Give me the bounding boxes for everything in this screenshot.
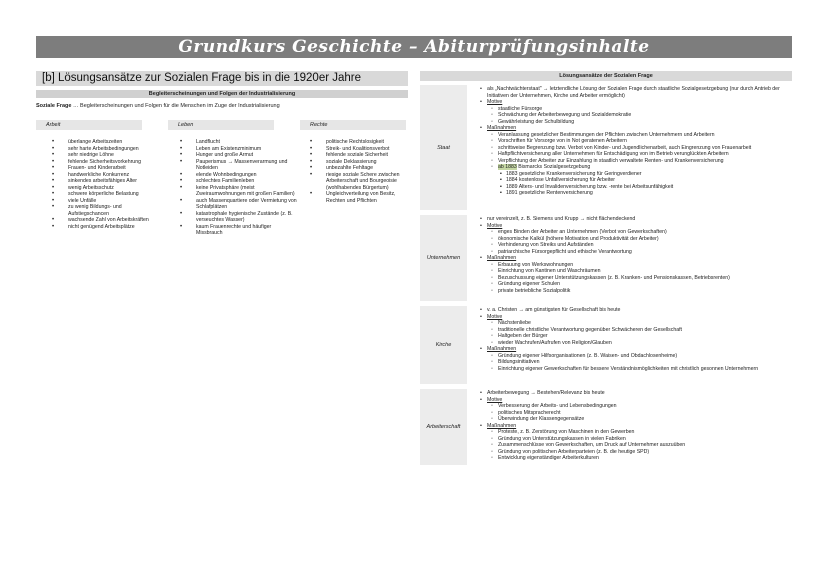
row-content-unternehmen xyxy=(476,216,792,294)
list-item: • auch Massenquartiere oder Vermietung von Schlafplätzen xyxy=(180,198,298,211)
bullet-marker: ◦ xyxy=(491,352,493,359)
intro-text: … Begleiterscheinungen und Folgen für die Menschen im Zuge der Industrialisierung xyxy=(71,103,280,109)
line-text: Motive xyxy=(487,313,503,320)
row-content-staat xyxy=(476,86,792,197)
line-text: v. a. Christen → am günstigsten für Gesellschaft bis heute xyxy=(487,307,621,313)
list-item: • fehlende soziale Sicherheit xyxy=(310,152,408,159)
column-heading-rechte: Rechte xyxy=(300,120,406,130)
list-item: • fehlende Sicherheitsvorkehrung xyxy=(52,159,157,166)
line-text: 1884 kostenlose Unfallversicherung für Arbeiter xyxy=(506,177,615,183)
line-text: Motive xyxy=(487,222,503,229)
list-item: • Pauperismus → Massenverarmung und Notleiden xyxy=(180,159,298,172)
bullet-marker: ◦ xyxy=(491,261,493,268)
row-content-arbeiterschaft xyxy=(476,390,792,462)
line-text: Gründung eigener Hilfsorganisationen (z. B. Waisen- und Obdachlosenheime) xyxy=(498,352,678,359)
bullet-marker: • xyxy=(480,422,482,429)
line-text: Nächstenliebe xyxy=(498,320,531,326)
bullet-marker: • xyxy=(480,86,482,92)
line-text: politisches Mitspracherecht xyxy=(498,409,561,416)
bullet-marker: • xyxy=(480,216,482,222)
list-item: • Frauen- und Kinderarbeit xyxy=(52,165,157,172)
list-item: • Landflucht xyxy=(180,139,298,146)
list-item: • viele Unfälle xyxy=(52,198,157,205)
bullet-marker: ◦ xyxy=(491,131,493,138)
bullet-marker: ◦ xyxy=(491,144,493,151)
list-item: • unbezahlte Fehltage xyxy=(310,165,408,172)
bullet-marker: ▪ xyxy=(500,183,502,190)
bullet-marker: ◦ xyxy=(491,105,493,112)
list-item: • nicht genügend Arbeitsplätze xyxy=(52,224,157,231)
list-item: • soziale Deklassierung xyxy=(310,159,408,166)
bullet-marker: ◦ xyxy=(491,442,493,448)
line-text: Gründung von Unterstützungskassen in vielen Fabriken xyxy=(498,435,626,442)
list-item: • wachsende Zahl von Arbeitskräften xyxy=(52,217,157,224)
line-text: wieder Wachrufen/Aufrufen von Religion/Glauben xyxy=(498,339,612,346)
bullet-marker: ◦ xyxy=(491,151,493,157)
row-label-kirche: Kirche xyxy=(420,306,467,384)
banner-title: Grundkurs Geschichte – Abiturprüfungsinhalte xyxy=(36,36,792,58)
line-text: Haftpflichtversicherung aller Unternehmen für Entschädigung von im Betrieb verunglückten Arbeitern xyxy=(498,151,729,157)
list-rechte xyxy=(310,139,408,204)
bullet-marker: ◦ xyxy=(491,333,493,339)
line-text: Bismarcks Sozialgesetzgebung xyxy=(516,164,591,170)
bullet-marker: ◦ xyxy=(491,118,493,125)
line-text: Maßnahmen xyxy=(487,422,517,429)
line-text: Bildungsinitiativen xyxy=(498,359,540,365)
line-text: schrittweise Begrenzung bzw. Verbot von Kinder- und Jugendlichenarbeit, auch Eingrenzung von Frauenarbeit xyxy=(498,144,752,151)
section-title: [b] Lösungsansätze zur Sozialen Frage bis in die 1920er Jahre xyxy=(36,71,408,86)
bullet-marker: ◦ xyxy=(491,164,493,170)
line-text: Bezuschussung eigener Unterstützungskassen (z. B. Kranken- und Pensionskassen, Betriebsrenten) xyxy=(498,274,730,281)
bullet-marker: • xyxy=(480,346,482,352)
line-text: Gewährleistung der Schulbildung xyxy=(498,118,575,125)
intro-term: Soziale Frage xyxy=(36,103,72,109)
bullet-marker: ◦ xyxy=(491,320,493,326)
list-item: • überlange Arbeitszeiten xyxy=(52,139,157,146)
content-line xyxy=(476,190,792,197)
list-item: • Streik- und Koalitionsverbot xyxy=(310,146,408,153)
bullet-marker: ◦ xyxy=(491,416,493,422)
left-sub-header: Begleiterscheinungen und Folgen der Industrialisierung xyxy=(36,90,408,98)
list-item: • riesige soziale Schere zwischen Arbeiterschaft und Bourgeoisie (wohlhabendes Bürgertum) xyxy=(310,172,408,192)
bullet-marker: ◦ xyxy=(491,157,493,164)
line-text: Gründung eigener Schulen xyxy=(498,281,561,287)
line-text: private betriebliche Sozialpolitik xyxy=(498,287,571,294)
right-header: Lösungsansätze der Sozialen Frage xyxy=(420,71,792,81)
bullet-marker: ◦ xyxy=(491,287,493,294)
bullet-marker: ◦ xyxy=(491,409,493,416)
content-line xyxy=(476,288,792,295)
column-heading-arbeit: Arbeit xyxy=(36,120,142,130)
bullet-marker: ◦ xyxy=(491,138,493,144)
line-text: Verhinderung von Streiks und Aufständen xyxy=(498,242,594,248)
line-text: ökonomische Kalkül (höhere Motivation und Produktivität der Arbeiter) xyxy=(498,235,659,242)
intro-line xyxy=(36,103,408,110)
line-text: Erbauung von Werkswohnungen xyxy=(498,261,574,268)
bullet-marker: ▪ xyxy=(500,177,502,183)
list-item: • Hunger und große Armut xyxy=(180,152,298,159)
list-item: • Ungleichverteilung von Besitz, Rechten und Pflichten xyxy=(310,191,408,204)
bullet-marker: ◦ xyxy=(491,229,493,235)
content-line xyxy=(476,86,792,99)
bullet-marker: ▪ xyxy=(500,170,502,177)
line-text: Motive xyxy=(487,99,503,105)
bullet-marker: ◦ xyxy=(491,242,493,248)
line-text: staatliche Fürsorge xyxy=(498,105,543,112)
line-text: Überwindung der Klassengegensätze xyxy=(498,416,585,422)
bullet-marker: ◦ xyxy=(491,339,493,346)
list-item: • politische Rechtslosigkeit xyxy=(310,139,408,146)
content-line xyxy=(476,366,792,373)
column-heading-leben: Leben xyxy=(168,120,274,130)
line-text: Proteste, z. B. Zerstörung von Maschinen in den Gewerben xyxy=(498,429,635,435)
line-text: traditionelle christliche Verantwortung gegenüber Schwächeren der Gesellschaft xyxy=(498,326,682,333)
line-text: Einrichtung eigener Gewerkschaften für bessere Verständnismöglichkeiten mit christlich gesonnen Unternehmern xyxy=(498,365,759,372)
bullet-marker: ◦ xyxy=(491,235,493,242)
bullet-marker: ◦ xyxy=(491,448,493,455)
line-text: Gründung von politischen Arbeiterparteien (z. B. die heutige SPD) xyxy=(498,448,650,455)
line-text: 1883 gesetzliche Krankenversicherung für Geringverdiener xyxy=(506,170,642,177)
bullet-marker: ◦ xyxy=(491,268,493,274)
line-text: Arbeiterbewegung → Bestehen/Relevanz bis heute xyxy=(487,390,605,396)
list-item: • handwerkliche Konkurrenz xyxy=(52,172,157,179)
line-text: Maßnahmen xyxy=(487,346,517,352)
list-item: • Leben am Existenzminimum xyxy=(180,146,298,153)
line-text: Verpflichtung der Arbeiter zur Einzahlung in staatlich verwaltete Renten- und Krankenversicherung xyxy=(498,157,724,164)
list-item: • keine Privatsphäre (meist Zweiraumwohnungen mit großen Familien) xyxy=(180,185,298,198)
bullet-marker: ◦ xyxy=(491,435,493,442)
bullet-marker: ◦ xyxy=(491,455,493,461)
line-text: Motive xyxy=(487,396,503,403)
list-leben xyxy=(180,139,298,237)
line-text: nur vereinzelt, z. B. Siemens und Krupp → nicht flächendeckend xyxy=(487,216,636,222)
line-text: Schwächung der Arbeiterbewegung und Sozialdemokratie xyxy=(498,112,632,118)
highlight-text: ab 1883 xyxy=(498,164,517,170)
bullet-marker: • xyxy=(480,390,482,396)
line-text: patriarchische Fürsorgepflicht und ethische Verantwortung xyxy=(498,248,632,255)
line-text: Vorschriften für Vorsorge von in Not geratenen Arbeitern xyxy=(498,138,627,144)
line-text: Haltgeben der Bürger xyxy=(498,333,548,339)
line-text: enges Binden der Arbeiter an Unternehmen (Verbot von Gewerkschaften) xyxy=(498,229,667,235)
list-item: • elende Wohnbedingungen xyxy=(180,172,298,179)
list-item: • zu wenig Bildungs- und Aufstiegschancen xyxy=(52,204,157,217)
content-line xyxy=(476,455,792,462)
list-item: • sehr niedrige Löhne xyxy=(52,152,157,159)
line-text: als „Nachtwächterstaat" → letztendliche Lösung der Sozialen Frage durch staatliche Sozialgesetzgebung (nur durch Antrieb der Initiativen der Unternehmen, Kirche und Arbeiter ermöglicht) xyxy=(487,86,780,99)
bullet-marker: • xyxy=(480,99,482,105)
bullet-marker: • xyxy=(480,307,482,313)
bullet-marker: • xyxy=(480,396,482,403)
line-text: Veranlassung gesetzlicher Bestimmungen der Pflichten zwischen Unternehmern und Arbeitern xyxy=(498,131,715,138)
list-item: • wenig Arbeitsschutz xyxy=(52,185,157,192)
row-label-arbeiterschaft: Arbeiterschaft xyxy=(420,389,467,465)
line-text: Einrichtung von Kantinen und Waschräumen xyxy=(498,268,601,274)
bullet-marker: ◦ xyxy=(491,359,493,365)
bullet-marker: • xyxy=(480,125,482,131)
bullet-marker: • xyxy=(480,222,482,229)
bullet-marker: ◦ xyxy=(491,403,493,409)
row-label-unternehmen: Unternehmen xyxy=(420,215,467,301)
list-item: • katastrophale hygienische Zustände (z. B. verseuchtes Wasser) xyxy=(180,211,298,224)
line-text: Maßnahmen xyxy=(487,125,517,131)
bullet-marker: ▪ xyxy=(500,190,502,196)
bullet-marker: ◦ xyxy=(491,274,493,281)
line-text: Zusammenschlüsse von Gewerkschaften, um Druck auf Unternehmer auszuüben xyxy=(498,442,686,448)
list-item: • schlechtes Familienleben xyxy=(180,178,298,185)
line-text: Entwicklung eigenständiger Arbeiterkulturen xyxy=(498,455,599,461)
list-item: • schwere körperliche Belastung xyxy=(52,191,157,198)
bullet-marker: ◦ xyxy=(491,112,493,118)
bullet-marker: ◦ xyxy=(491,326,493,333)
line-text: 1889 Alters- und Invalidenversicherung bzw. -rente bei Arbeitsunfähigkeit xyxy=(506,183,674,190)
row-label-staat: Staat xyxy=(420,85,467,210)
line-text: Maßnahmen xyxy=(487,255,517,261)
bullet-marker: ◦ xyxy=(491,281,493,287)
list-item: • kaum Frauenrechte und häufiger Missbrauch xyxy=(180,224,298,237)
list-arbeit xyxy=(52,139,157,230)
list-item: • sinkendes arbeitsfähiges Alter xyxy=(52,178,157,185)
line-text: 1891 gesetzliche Rentenversicherung xyxy=(506,190,593,196)
bullet-marker: ◦ xyxy=(491,429,493,435)
bullet-marker: • xyxy=(480,255,482,261)
bullet-marker: ◦ xyxy=(491,365,493,372)
row-content-kirche xyxy=(476,307,792,372)
bullet-marker: • xyxy=(480,313,482,320)
line-text: Verbesserung der Arbeits- und Lebensbedingungen xyxy=(498,403,617,409)
bullet-marker: ◦ xyxy=(491,248,493,255)
list-item: • sehr harte Arbeitsbedingungen xyxy=(52,146,157,153)
